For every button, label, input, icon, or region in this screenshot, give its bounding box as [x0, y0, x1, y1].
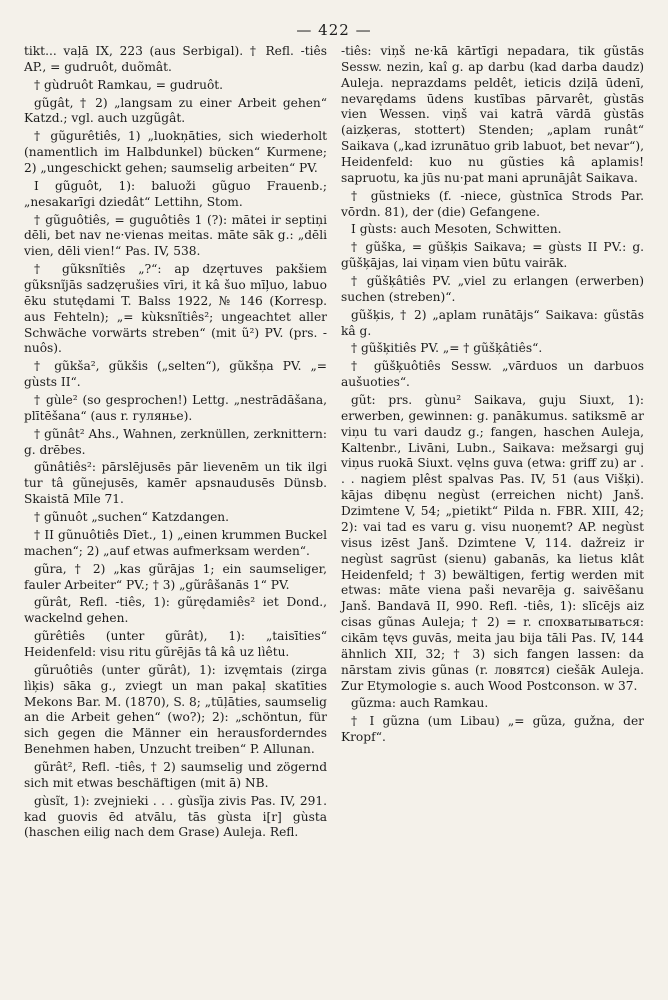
- columns: [24, 44, 644, 843]
- dictionary-entry: gũzma: auch Ramkau.: [351, 696, 489, 711]
- dictionary-entry: † gũšķâtiês PV. „viel zu erlangen (erwerben) suchen (streben)“.: [341, 274, 644, 304]
- dictionary-entry: † gũšķuôtiês Sessw. „vārduos un darbuos aušuoties“.: [341, 359, 644, 390]
- dictionary-entry: I gũguôt, 1): baluoži gũguo Frauenb.; „nesakarīgi dziedât“ Lettihn, Stom.: [24, 178, 327, 209]
- dictionary-entry: † gũnuôt „suchen“ Katzdangen.: [34, 510, 230, 525]
- dictionary-entry: tikt... vaļā IX, 223 (aus Serbigal). † Refl. -tiês AP., = gudruôt, duõmât.: [24, 44, 327, 74]
- right-column: [341, 44, 644, 843]
- dictionary-entry: † gũška, = gũšķis Saikava; = gùsts II PV.: g. gũšķājas, lai viņam vien būtu vairāk.: [341, 240, 644, 271]
- dictionary-entry: gũra, † 2) „kas gũrājas 1; ein saumseliger, fauler Arbeiter“ PV.; † 3) „gũrâšanās 1“ PV.: [24, 561, 327, 592]
- page-number: — 422 —: [296, 21, 372, 39]
- dictionary-entry: † gũguôtiês, = guguôtiês 1 (?): mātei ir septiņi dēli, bet nav ne·vienas meitas. māte sāk g.: „dēli vien, dēli vien!“ Pas. IV, 538.: [24, 212, 327, 259]
- dictionary-entry: † gũkša², gũkšis („selten“), gũkšņa PV. „= gùsts II“.: [24, 359, 327, 390]
- dictionary-entry: gũruôtiês (unter gũrât), 1): izvęmtais (zirga lìķis) sāka g., zviegt un man pakaļ skatīties Mekons Bar. M. (1870), S. 8; „tūļāties, saumselig an die Arbeit gehen“ (wo?); 2): „schöntun, für sich gegen die Männer ein herausforderndes Benehmen haben, Unzucht treiben“ P. Allunan.: [24, 662, 327, 757]
- dictionary-entry: † gùle² (so gesprochen!) Lettg. „nestrādāšana, plītēšana“ (aus r. гулянье).: [24, 393, 327, 423]
- dictionary-entry: gũrât, Refl. -tiês, 1): gũrędamiês² iet Dond., wackelnd gehen.: [24, 595, 327, 626]
- dictionary-entry: † gùdruôt Ramkau, = gudruôt.: [34, 77, 224, 92]
- dictionary-entry: † gũšķitiês PV. „= † gũšķâtiês“.: [351, 341, 543, 356]
- dictionary-entry: † gũnât² Ahs., Wahnen, zerknüllen, zerknittern: g. drēbes.: [24, 426, 327, 457]
- dictionary-entry: † I gũzna (um Libau) „= gũza, gužna, der Kropf“.: [341, 714, 644, 745]
- left-column: [24, 44, 327, 843]
- dictionary-entry: gũrêtiês (unter gũrât), 1): „taisīties“ Heidenfeld: visu ritu gũrējās tâ kâ uz lìêtu.: [24, 629, 327, 659]
- dictionary-entry: † gũstnieks (f. -niece, gùstnīca Strods Par. vōrdn. 81), der (die) Gefangene.: [341, 188, 644, 219]
- dictionary-entry: gũgât, † 2) „langsam zu einer Arbeit gehen“ Katzd.; vgl. auch uzgũgât.: [24, 95, 327, 126]
- dictionary-entry: gũrât², Refl. -tiês, † 2) saumselig und zögernd sich mit etwas beschäftigen (mit ā) NB.: [24, 759, 327, 790]
- dictionary-entry: † gũksnĩtiês „?“: ap dzęrtuves pakšiem gũksnĩjās sadzęrušies vīri, it kâ šuo mīļuo, labuo ēku stutędami T. Balss 1922, № 146 (Korresp. aus Fehteln); „= kùksnĩtiês²; ungeachtet aller Schwäche vorwärts streben“ (mit ũ²) PV. (prs. -nuôs).: [24, 262, 327, 356]
- dictionary-entry: gũnâtiês²: pārslējusēs pār lievenēm un tik ilgi tur tâ gũnejusēs, kamēr apsnaudusēs Dünsb. Skaistā Mīle 71.: [24, 460, 327, 507]
- dictionary-entry: † gũgurêtiês, 1) „luokņāties, sich wiederholt (namentlich im Halbdunkel) bücken“ Kurmene; 2) „ungeschickt gehen; saumselig arbeiten“ PV.: [24, 129, 327, 176]
- dictionary-entry: gũt: prs. gùnu² Saikava, guju Siuxt, 1): erwerben, gewinnen: g. panākumus. satiksmē ar viņu tu vari daudz g.; fangen, haschen Auleja, Kaltenbr., Livāni, Lubn., Saikava: mežsargi guj viņus ruokā Siuxt. vęlns guva (etwa: griff zu) ar . . . nagiem plêst spalvas Pas. IV, 51 (aus Višķi). kājas dibęnu negùst (erreichen nicht) Janš. Dzimtene V, 54; „pietikt“ Pilda n. FBR. XIII, 42; 2): vai tad es varu g. visu nuoņemt? AP. negùst visus izēst Janš. Dzimtene V, 114. dažreiz ir negùst sagrūst (sienu) gabanās, ka lietus klât Heidenfeld; † 3) bewältigen, fertig werden mit etwas: māte viena paši nevarēja g. saivēšanu Janš. Bandavā II, 990. Refl. -tiês, 1): slīcējs aiz cisas gũnas Auleja; † 2) = r. спохватываться: cikām tęvs guvās, meita jau bija tāli Pas. IV, 144 ähnlich XII, 32; † 3) sich fangen lassen: da nārstam zivis gũnas (r. ловятся) ciešāk Auleja. Zur Etymologie s. auch Wood Postconson. w 37.: [341, 393, 644, 693]
- dictionary-entry: I gùsts: auch Mesoten, Schwitten.: [351, 222, 562, 237]
- dictionary-entry: gũšķis, † 2) „aplam runātājs“ Saikava: gũstās kâ g.: [341, 307, 644, 338]
- dictionary-entry: -tiês: viņš ne·kā kārtīgi nepadara, tik gũstās Sessw. nezin, kaî g. ap darbu (kad darba daudz) Auleja. neprazdams peldêt, ieticis dziļā ūdenī, nevarędams ūdens kustības pārvarêt, gùstās vien Wessen. viņš vai katrā vārdā gùstās (aizķeras, stottert) Stenden; „aplam runât“ Saikava („kad izrunātuo grib labuot, bet nevar“), Heidenfeld: kuo nu gũsties kâ aplamis! sapruotu, ka jūs nu·pat mani aprunājât Saikava.: [341, 44, 644, 185]
- dictionary-entry: † II gũnuôtiês Dīet., 1) „einen krummen Buckel machen“; 2) „auf etwas aufmerksam werden“.: [24, 527, 327, 558]
- dictionary-entry: gùsĩt, 1): zvejnieki . . . gùsĩja zivis Pas. IV, 291. kad guovis ēd atvālu, tās gùsta i[r] gùsta (haschen eilig nach dem Grase) Auleja. Refl.: [24, 793, 327, 840]
